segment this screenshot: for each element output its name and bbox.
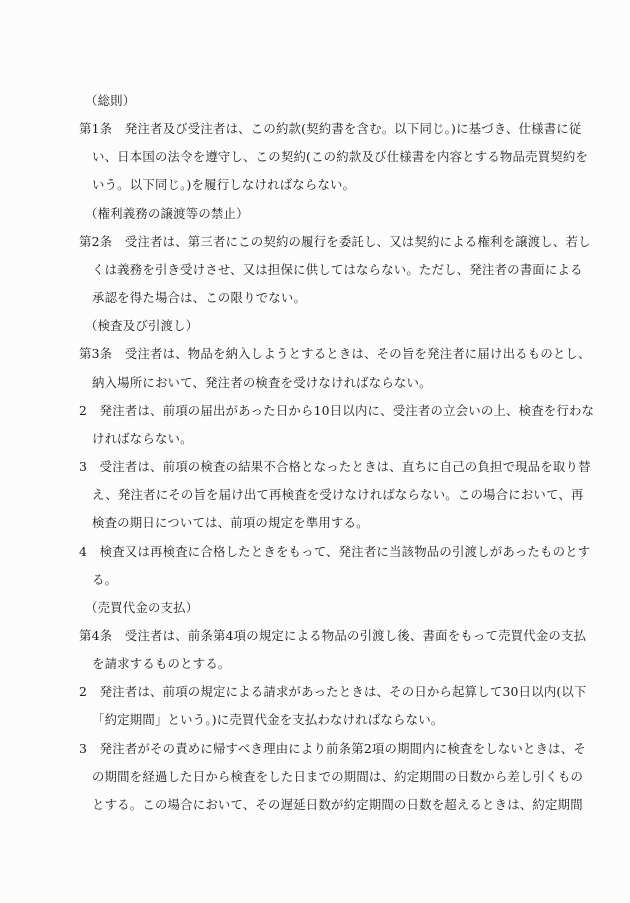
article-4-item-3-line-2: の期間を経過した日から検査をした日までの期間は、約定期間の日数から差し引くもの	[92, 768, 584, 784]
article-3-item-2-line-2: ければならない。	[92, 430, 193, 446]
section-heading-payment: （売買代金の支払）	[85, 599, 199, 615]
article-3-item-2-line-1: 2 発注者は、前項の届出があった日から10日以内に、受注者の立会いの上、検査を行わな	[79, 402, 595, 418]
article-4-line-2: を請求するものとする。	[92, 656, 231, 672]
article-1-line-3: いう。以下同じ。)を履行しなければならない。	[92, 177, 356, 193]
article-3-line-1: 第3条 受注者は、物品を納入しようとするときは、その旨を発注者に届け出るものとし、	[79, 346, 591, 362]
article-2-line-1: 第2条 受注者は、第三者にこの契約の履行を委託し、又は契約による権利を譲渡し、若し	[79, 233, 591, 249]
article-1-line-1: 第1条 発注者及び受注者は、この約款(契約書を含む。以下同じ。)に基づき、仕様書に従	[79, 121, 582, 137]
article-3-item-3-line-3: 検査の期日については、前項の規定を準用する。	[92, 515, 369, 531]
section-heading-inspection-delivery: （検査及び引渡し）	[85, 318, 199, 334]
article-3-item-3-line-2: え、発注者にその旨を届け出て再検査を受けなければならない。この場合において、再	[92, 487, 584, 503]
section-heading-general: （総則）	[85, 93, 136, 108]
article-3-item-4-line-1: 4 検査又は再検査に合格したときをもって、発注者に当該物品の引渡しがあったものとす	[79, 543, 591, 559]
contract-document	[79, 87, 595, 819]
article-3-item-4-line-2: る。	[92, 571, 118, 587]
article-2-line-3: 承認を得た場合は、この限りでない。	[92, 290, 307, 306]
article-4-item-2-line-1: 2 発注者は、前項の規定による請求があったときは、その日から起算して30日以内(以下	[79, 684, 587, 700]
section-heading-assignment-prohibition: （権利義務の譲渡等の禁止）	[85, 205, 249, 221]
article-1-line-2: い、日本国の法令を遵守し、この契約(この約款及び仕様書を内容とする物品売買契約を	[92, 149, 589, 165]
article-4-item-3-line-1: 3 発注者がその責めに帰すべき理由により前条第2項の期間内に検査をしないときは、そ	[79, 740, 586, 756]
article-3-line-2: 納入場所において、発注者の検査を受けなければならない。	[92, 374, 432, 390]
article-3-item-3-line-1: 3 受注者は、前項の検査の結果不合格となったときは、直ちに自己の負担で現品を取り替	[79, 459, 591, 475]
article-4-item-2-line-2: 「約定期間」という。)に売買代金を支払わなければならない。	[92, 712, 444, 728]
article-2-line-2: くは義務を引き受けさせ、又は担保に供してはならない。ただし、発注者の書面による	[92, 261, 583, 277]
article-4-line-1: 第4条 受注者は、前条第4項の規定による物品の引渡し後、書面をもって売買代金の支払	[79, 627, 587, 643]
article-4-item-3-line-3: とする。この場合において、その遅延日数が約定期間の日数を超えるときは、約定期間	[92, 796, 583, 812]
